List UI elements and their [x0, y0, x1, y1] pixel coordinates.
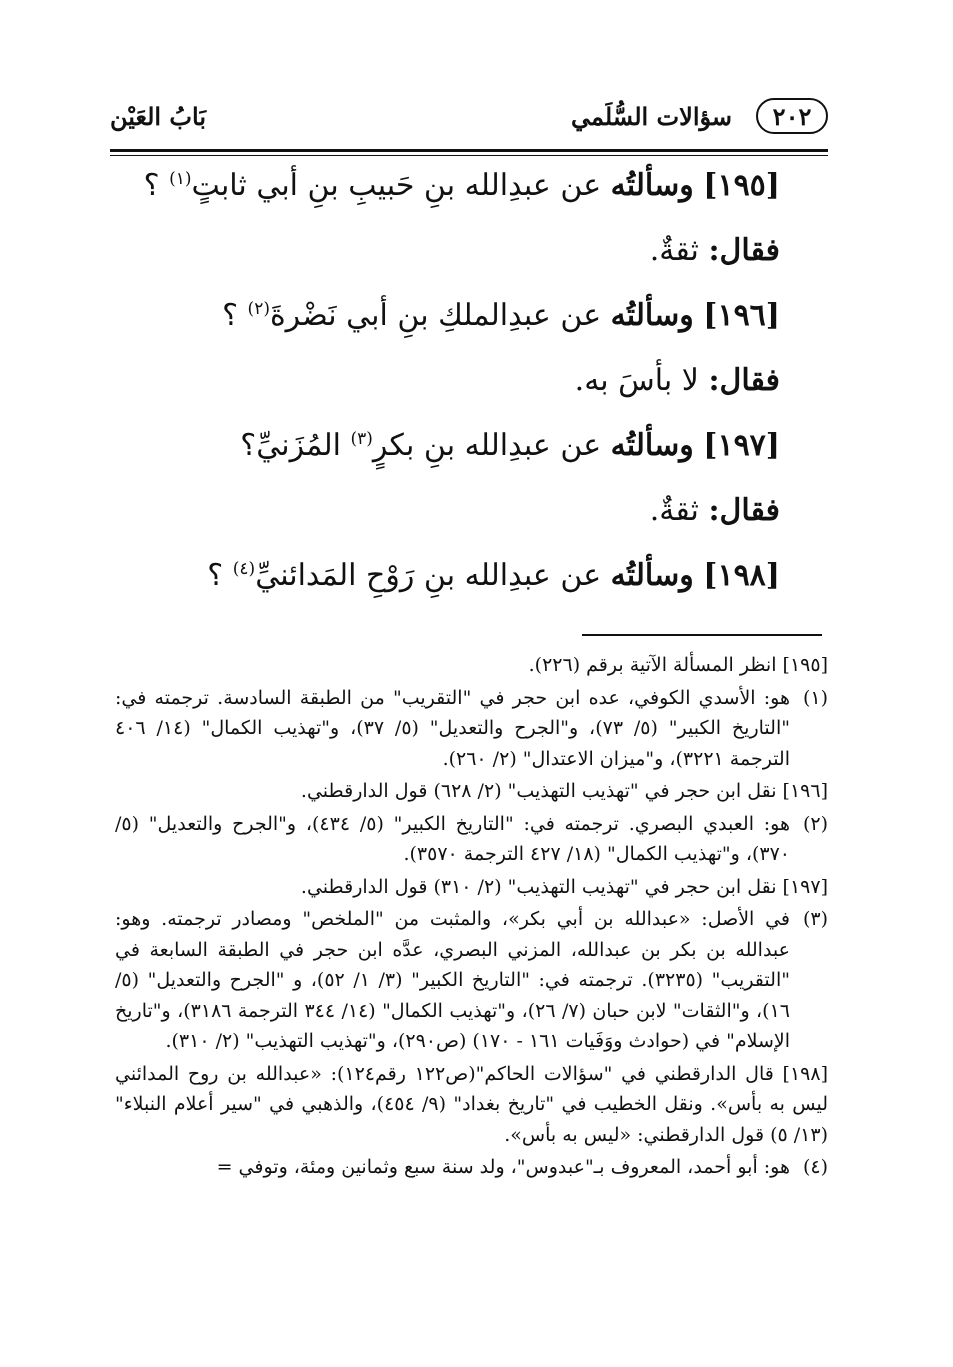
footnote-ref: (٢): [247, 299, 270, 319]
footnote-separator: [582, 634, 822, 636]
footnote-1: [115, 683, 828, 775]
question-text: عن عبدِالله بنِ بكرٍ: [372, 428, 602, 463]
footnote-marker: (١): [802, 686, 828, 709]
answer-text: لا بأسَ به.: [574, 363, 699, 398]
entry-number: [١٩٦]: [703, 298, 780, 333]
header-rule-thick: [110, 149, 828, 152]
question-end: ؟: [207, 558, 233, 593]
entry-number: [١٩٥]: [703, 168, 780, 203]
question-lead: وسألتُه: [610, 428, 694, 463]
question-lead: وسألتُه: [610, 298, 694, 333]
footnote-marker: (٣): [802, 908, 828, 930]
question-198: [180, 558, 780, 623]
footnote-marker: (٤): [802, 1156, 828, 1178]
footnote-197: [115, 872, 828, 903]
question-195: [143, 168, 780, 233]
footnote-198: [115, 1059, 828, 1151]
answer-197: [180, 493, 780, 558]
main-text: [143, 168, 780, 623]
page-header: [110, 96, 828, 142]
question-end: ؟: [143, 168, 170, 203]
answer-196: [180, 363, 780, 428]
answer-195: [180, 233, 780, 298]
question-197: [180, 428, 780, 493]
entry-number: [١٩٨]: [703, 558, 780, 593]
footnote-text: في الأصل: «عبدالله بن أبي بكر»، والمثبت من "الملخص" ومصادر ترجمته. وهو: عبدالله بن بكر بن عبدالله، المزني البصري، عدَّه ابن حجر في الطبقة السابعة في "التقريب" (٣٢٣٥). ترجمته في: "التاريخ الكبير" (٣/ ١/ ٥٢)، و "الجرح والتعديل" (٥/ ١٦)، و"الثقات" لابن حبان (٧/ ٢٦)، و"تهذيب الكمال" (١٤/ ٣٤٤ الترجمة ٣١٨٦)، و"تاريخ الإسلام" في (حوادث ووَفَيات ١٦١ - ١٧٠) (ص٢٩٠)، و"تهذيب التهذيب" (٢/ ٣١٠).: [115, 908, 790, 1052]
footnote-195: [115, 650, 828, 681]
book-title: سؤالات السُّلَمي: [570, 102, 732, 131]
answer-text: ثقةٌ.: [649, 493, 699, 528]
answer-lead: فقال:: [708, 233, 780, 268]
footnote-4: [115, 1152, 828, 1183]
footnote-text: هو: الأسدي الكوفي، عده ابن حجر في "التقريب" من الطبقة السادسة. ترجمته في: "التاريخ الكبير" (٥/ ٧٣)، و"الجرح والتعديل" (٥/ ٣٧)، و"تهذيب الكمال" (١٤/ ٤٠٦ الترجمة ٣٢٢١)، و"ميزان الاعتدال" (٢/ ٢٦٠).: [115, 686, 790, 770]
question-lead: وسألتُه: [610, 168, 694, 203]
answer-lead: فقال:: [708, 493, 780, 528]
chapter-title: بَابُ العَيْن: [110, 102, 207, 131]
question-text: عن عبدِالله بنِ حَبيبِ بنِ أبي ثابتٍ: [191, 168, 602, 203]
answer-text: ثقةٌ.: [649, 233, 699, 268]
question-end: ؟: [222, 298, 248, 333]
header-rule-thin: [110, 155, 828, 156]
footnote-ref: (٣): [350, 429, 373, 449]
footnote-text: [١٩٨] قال الدارقطني في "سؤالات الحاكم"(ص١٢٢ رقم١٢٤): «عبدالله بن روح المدائني ليس به بأس». ونقل الخطيب في "تاريخ بغداد" (٩/ ٤٥٤)، والذهبي في "سير أعلام النبلاء" (١٣/ ٥) قول الدارقطني: «ليس به بأس».: [115, 1062, 828, 1146]
footnote-196: [115, 776, 828, 807]
question-text: عن عبدِالله بنِ رَوْحِ المَدائنيِّ: [255, 558, 602, 593]
footnote-text: [١٩٧] نقل ابن حجر في "تهذيب التهذيب" (٢/ ٣١٠) قول الدارقطني.: [300, 875, 828, 898]
question-lead: وسألتُه: [610, 558, 694, 593]
footnote-text: هو: العبدي البصري. ترجمته في: "التاريخ الكبير" (٥/ ٤٣٤)، و"الجرح والتعديل" (٥/ ٣٧٠)، و"تهذيب الكمال" (١٨/ ٤٢٧ الترجمة ٣٥٧٠).: [115, 812, 790, 865]
question-text: عن عبدِالملكِ بنِ أبي نَضْرةَ: [269, 298, 602, 333]
footnote-ref: (١): [169, 169, 192, 189]
footnote-ref: (٤): [232, 559, 256, 579]
footnote-text: [١٩٦] نقل ابن حجر في "تهذيب التهذيب" (٢/ ٦٢٨) قول الدارقطني.: [300, 780, 828, 802]
footnote-3: [115, 904, 828, 1057]
entry-number: [١٩٧]: [703, 428, 780, 463]
page-number: ٢٠٢: [756, 98, 828, 134]
footnote-text: [١٩٥] انظر المسألة الآتية برقم (٢٢٦).: [528, 654, 828, 676]
question-end: المُزَنيِّ؟: [240, 428, 351, 463]
question-196: [180, 298, 780, 363]
footnotes: [115, 650, 828, 1185]
footnote-2: [115, 809, 828, 870]
footnote-marker: (٢): [802, 812, 828, 835]
answer-lead: فقال:: [708, 363, 780, 398]
footnote-text: هو: أبو أحمد، المعروف بـ"عبدوس"، ولد سنة سبع وثمانين ومئة، وتوفي =: [216, 1156, 790, 1178]
